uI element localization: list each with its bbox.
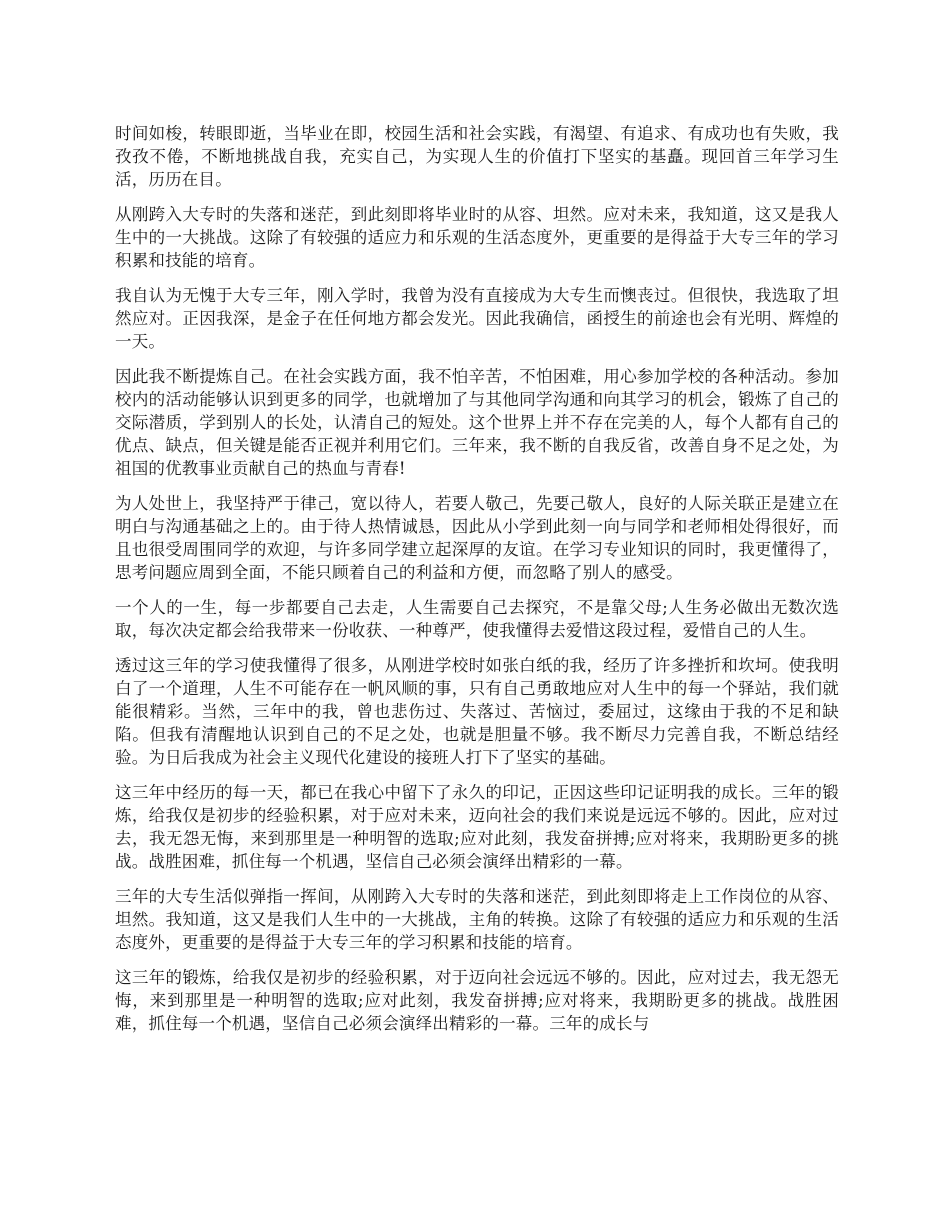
paragraph-3: 我自认为无愧于大专三年，刚入学时，我曾为没有直接成为大专生而懊丧过。但很快，我选取了坦然应对。正因我深，是金子在任何地方都会发光。因此我确信，函授生的前途也会有光明、辉煌的一天。 — [115, 286, 839, 351]
paragraph-10: 这三年的锻炼，给我仅是初步的经验积累，对于迈向社会远远不够的。因此，应对过去，我无怨无悔，来到那里是一种明智的选取;应对此刻，我发奋拼搏;应对将来，我期盼更多的挑战。战胜困难，抓住每一个机遇，坚信自己必须会演绎出精彩的一幕。三年的成长与 — [115, 968, 839, 1033]
paragraph-6: 一个人的一生，每一步都要自己去走，人生需要自己去探究，不是靠父母;人生务必做出无数次选取，每次决定都会给我带来一份收获、一种尊严，使我懂得去爱惜这段过程，爱惜自己的人生。 — [115, 598, 839, 640]
paragraph-5: 为人处世上，我坚持严于律己，宽以待人，若要人敬己，先要己敬人，良好的人际关联正是建立在明白与沟通基础之上的。由于待人热情诚恳，因此从小学到此刻一向与同学和老师相处得很好，而且也很受周围同学的欢迎，与许多同学建立起深厚的友谊。在学习专业知识的同时，我更懂得了，思考问题应周到全面，不能只顾着自己的利益和方便，而忽略了别人的感受。 — [115, 494, 839, 582]
paragraph-1: 时间如梭，转眼即逝，当毕业在即，校园生活和社会实践，有渴望、有追求、有成功也有失败，我孜孜不倦，不断地挑战自我，充实自己，为实现人生的价值打下坚实的基矗。现回首三年学习生活，历历在目。 — [115, 124, 839, 189]
document-page — [115, 122, 839, 1162]
paragraph-2: 从刚跨入大专时的失落和迷茫，到此刻即将毕业时的从容、坦然。应对未来，我知道，这又是我人生中的一大挑战。这除了有较强的适应力和乐观的生活态度外，更重要的是得益于大专三年的学习积累和技能的培育。 — [115, 205, 839, 270]
paragraph-8: 这三年中经历的每一天，都已在我心中留下了永久的印记，正因这些印记证明我的成长。三年的锻炼，给我仅是初步的经验积累，对于应对未来，迈向社会的我们来说是远远不够的。因此，应对过去，我无怨无悔，来到那里是一种明智的选取;应对此刻，我发奋拼搏;应对将来，我期盼更多的挑战。战胜困难，抓住每一个机遇，坚信自己必须会演绎出精彩的一幕。 — [115, 783, 839, 871]
paragraph-7: 透过这三年的学习使我懂得了很多，从刚进学校时如张白纸的我，经历了许多挫折和坎坷。使我明白了一个道理，人生不可能存在一帆风顺的事，只有自己勇敢地应对人生中的每一个驿站，我们就能很精彩。当然，三年中的我，曾也悲伤过、失落过、苦恼过，委屈过，这缘由于我的不足和缺陷。但我有清醒地认识到自己的不足之处，也就是胆量不够。我不断尽力完善自我，不断总结经验。为日后我成为社会主义现代化建设的接班人打下了坚实的基础。 — [115, 656, 839, 767]
paragraph-9: 三年的大专生活似弹指一挥间，从刚跨入大专时的失落和迷茫，到此刻即将走上工作岗位的从容、坦然。我知道，这又是我们人生中的一大挑战，主角的转换。这除了有较强的适应力和乐观的生活态度外，更重要的是得益于大专三年的学习积累和技能的培育。 — [115, 887, 839, 952]
paragraph-4: 因此我不断提炼自己。在社会实践方面，我不怕辛苦，不怕困难，用心参加学校的各种活动。参加校内的活动能够认识到更多的同学，也就增加了与其他同学沟通和向其学习的机会，锻炼了自己的交际潜质，学到别人的长处，认清自己的短处。这个世界上并不存在完美的人，每个人都有自己的优点、缺点，但关键是能否正视并利用它们。三年来，我不断的自我反省，改善自身不足之处，为祖国的优教事业贡献自己的热血与青春! — [115, 367, 839, 478]
